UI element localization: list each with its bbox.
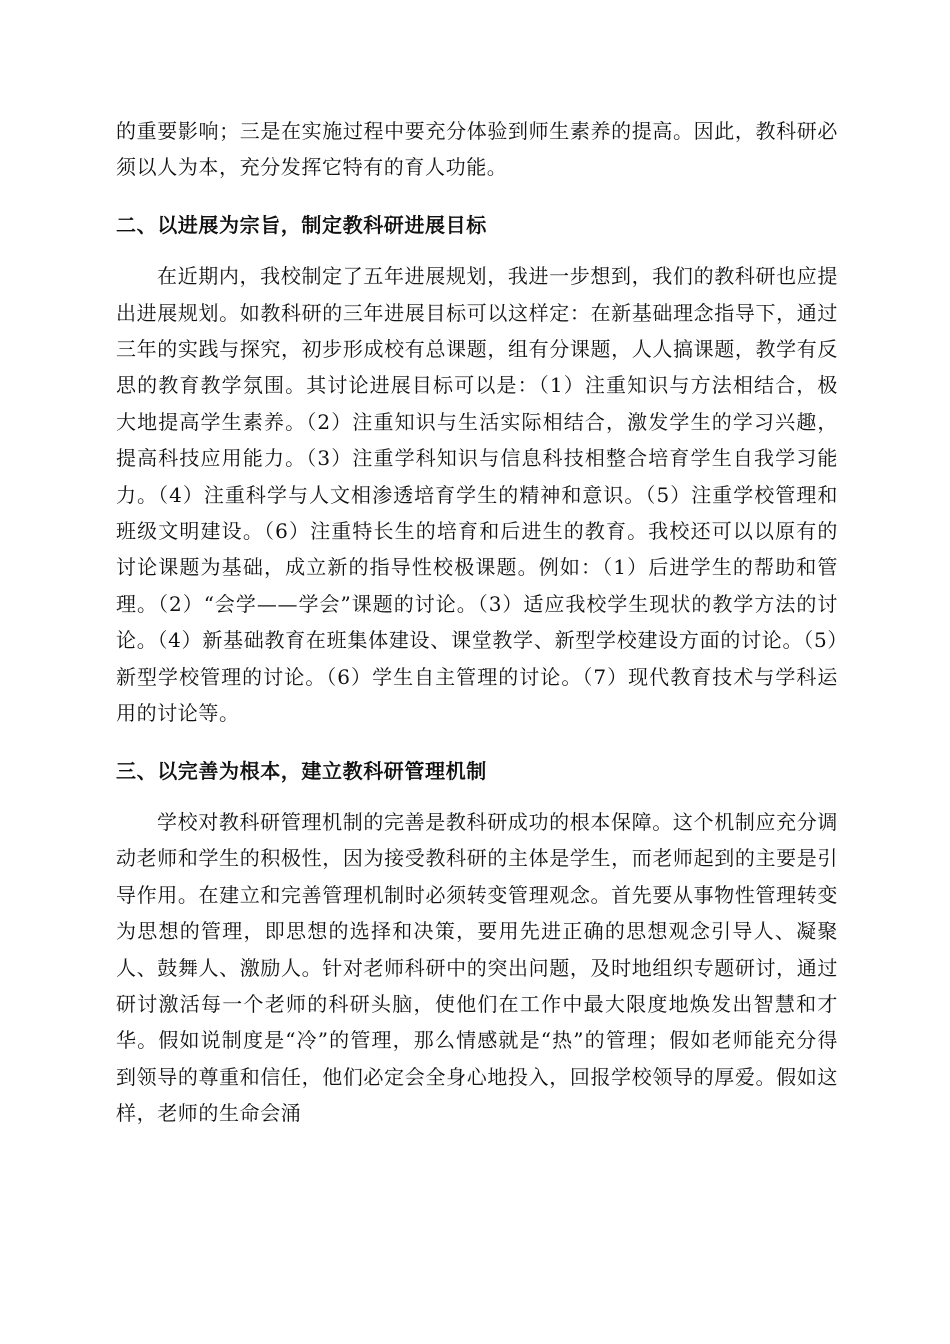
spacer bbox=[116, 789, 838, 804]
section-3-heading: 三、以完善为根本，建立教科研管理机制 bbox=[116, 758, 487, 783]
spacer bbox=[116, 243, 838, 258]
spacer bbox=[116, 186, 838, 207]
spacer bbox=[116, 732, 838, 753]
paragraph-continued: 的重要影响；三是在实施过程中要充分体验到师生素养的提高。因此，教科研必须以人为本，充分发挥它特有的育人功能。 bbox=[116, 119, 838, 180]
section-2-paragraph: 在近期内，我校制定了五年进展规划，我进一步想到，我们的教科研也应提出进展规划。如教科研的三年进展目标可以这样定：在新基础理念指导下，通过三年的实践与探究，初步形成校有总课题，组有分课题，人人搞课题，教学有反思的教育教学氛围。其讨论进展目标可以是：（1）注重知识与方法相结合，极大地提高学生素养。（2）注重知识与生活实际相结合，激发学生的学习兴趣，提高科技应用能力。（3）注重学科知识与信息科技相整合培育学生自我学习能力。（4）注重科学与人文相渗透培育学生的精神和意识。（5）注重学校管理和班级文明建设。（6）注重特长生的培育和后进生的教育。我校还可以以原有的讨论课题为基础，成立新的指导性校极课题。例如：（1）后进学生的帮助和管理。（2）“会学——学会”课题的讨论。（3）适应我校学生现状的教学方法的讨论。（4）新基础教育在班集体建设、课堂教学、新型学校建设方面的讨论。（5）新型学校管理的讨论。（6）学生自主管理的讨论。（7）现代教育技术与学科运用的讨论等。 bbox=[116, 264, 838, 726]
section-3-paragraph: 学校对教科研管理机制的完善是教科研成功的根本保障。这个机制应充分调动老师和学生的积极性，因为接受教科研的主体是学生，而老师起到的主要是引导作用。在建立和完善管理机制时必须转变管理观念。首先要从事物性管理转变为思想的管理，即思想的选择和决策，要用先进正确的思想观念引导人、凝聚人、鼓舞人、激励人。针对老师科研中的突出问题，及时地组织专题研讨，通过研讨激活每一个老师的科研头脑，使他们在工作中最大限度地焕发出智慧和才华。假如说制度是“冷”的管理，那么情感就是“热”的管理；假如老师能充分得到领导的尊重和信任，他们必定会全身心地投入，回报学校领导的厚爱。假如这样，老师的生命会涌 bbox=[116, 809, 838, 1126]
document-page bbox=[116, 113, 838, 1132]
section-2-heading: 二、以进展为宗旨，制定教科研进展目标 bbox=[116, 212, 487, 237]
